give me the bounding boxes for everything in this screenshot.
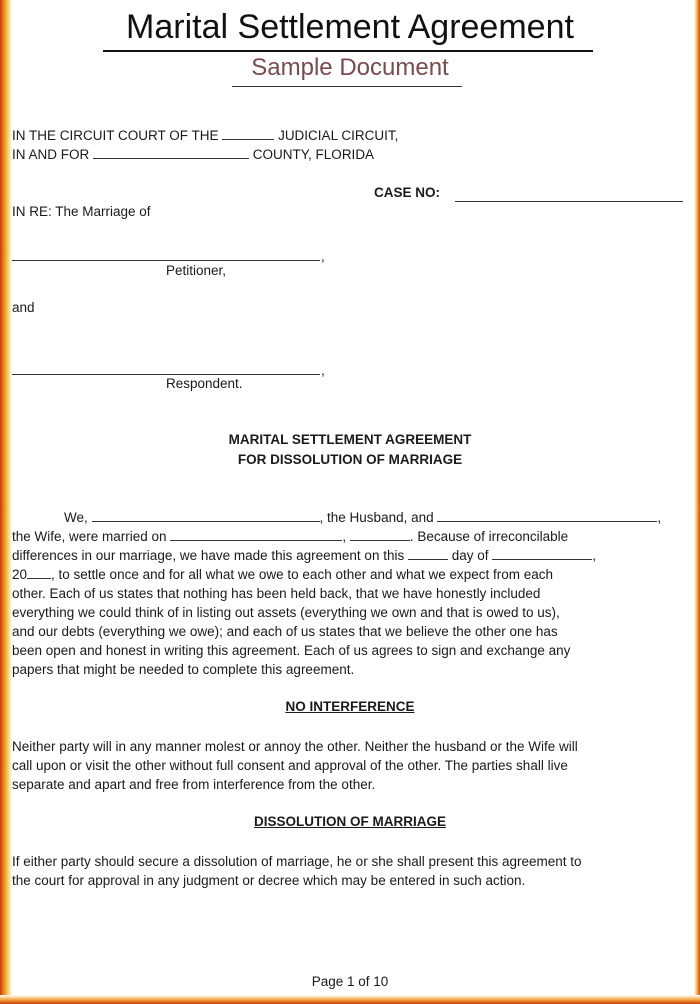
petitioner-label: Petitioner,	[166, 263, 227, 278]
intro-line-2	[12, 527, 568, 546]
intro-text-line: everything we could think of in listing out assets (everything we own and that is owed to us),	[12, 605, 560, 620]
intro-text-line: other. Each of us states that nothing has been held back, that we have honestly included	[12, 586, 541, 601]
wife-comma: ,	[657, 510, 662, 525]
petitioner-comma: ,	[321, 249, 325, 264]
subtitle-divider	[232, 86, 462, 87]
agreement-month-blank[interactable]	[492, 547, 592, 560]
husband-name-blank[interactable]	[92, 509, 320, 522]
document-title: Marital Settlement Agreement	[126, 8, 574, 46]
county-florida-label: COUNTY, FLORIDA	[252, 147, 375, 162]
because-label: . Because of irreconcilable	[409, 529, 569, 544]
settle-text: , to settle once and for all what we owe to each other and what we expect from each	[51, 567, 554, 582]
intro-text-line: papers that might be needed to complete this agreement.	[12, 662, 355, 677]
we-label: We,	[64, 510, 88, 525]
no-interference-heading: NO INTERFERENCE	[285, 699, 415, 714]
differences-label: differences in our marriage, we have made this agreement on this	[12, 548, 405, 563]
no-interference-line: call upon or visit the other without full consent and approval of the other. The parties shall live	[12, 758, 568, 773]
respondent-label: Respondent.	[166, 376, 243, 391]
in-re-label: IN RE: The Marriage of	[12, 204, 151, 219]
petitioner-blank[interactable]	[12, 260, 320, 261]
wife-name-blank[interactable]	[437, 509, 657, 522]
court-line-2	[12, 146, 374, 164]
century-label: 20	[12, 567, 28, 582]
document-subtitle: Sample Document	[251, 54, 449, 81]
page-border-right	[694, 0, 700, 1004]
dissolution-heading: DISSOLUTION OF MARRIAGE	[254, 814, 446, 829]
intro-text-line: and our debts (everything we owe); and each of us states that we believe the other one has	[12, 624, 558, 639]
dissolution-line: If either party should secure a dissolution of marriage, he or she shall present this agreement to	[12, 854, 582, 869]
and-label: and	[12, 300, 35, 315]
intro-line-3	[12, 546, 596, 565]
marriage-year-blank[interactable]	[350, 528, 410, 541]
married-on-label: the Wife, were married on	[12, 529, 167, 544]
page-number: Page 1 of 10	[311, 974, 389, 989]
intro-line-4	[12, 565, 553, 584]
intro-line-1	[64, 508, 661, 527]
judicial-circuit-label: JUDICIAL CIRCUIT,	[278, 128, 399, 143]
page-border-left	[0, 0, 12, 1004]
dissolution-line: the court for approval in any judgment or decree which may be entered in such action.	[12, 873, 526, 888]
husband-label: , the Husband, and	[319, 510, 434, 525]
agreement-heading-line-1: MARITAL SETTLEMENT AGREEMENT	[228, 432, 472, 447]
court-line-1	[12, 127, 398, 145]
year-comma: ,	[342, 529, 347, 544]
court-label: IN THE CIRCUIT COURT OF THE	[12, 128, 219, 143]
no-interference-line: Neither party will in any manner molest or annoy the other. Neither the husband or the Wife will	[12, 739, 578, 754]
agreement-heading-line-2: FOR DISSOLUTION OF MARRIAGE	[237, 452, 463, 467]
page-border-bottom	[0, 995, 700, 1004]
county-blank[interactable]	[93, 146, 249, 159]
circuit-blank[interactable]	[222, 127, 274, 140]
agreement-year-blank[interactable]	[27, 566, 51, 579]
intro-text-line: been open and honest in writing this agreement. Each of us agrees to sign and exchange any	[12, 643, 571, 658]
no-interference-line: separate and apart and free from interference from the other.	[12, 777, 376, 792]
marriage-date-blank[interactable]	[170, 528, 342, 541]
title-divider	[103, 50, 593, 52]
case-no-label: CASE NO:	[374, 185, 441, 200]
day-of-label: day of	[451, 548, 489, 563]
month-comma: ,	[592, 548, 597, 563]
respondent-comma: ,	[321, 363, 325, 378]
in-and-for-label: IN AND FOR	[12, 147, 90, 162]
case-no-blank[interactable]	[455, 201, 683, 202]
agreement-day-blank[interactable]	[408, 547, 448, 560]
